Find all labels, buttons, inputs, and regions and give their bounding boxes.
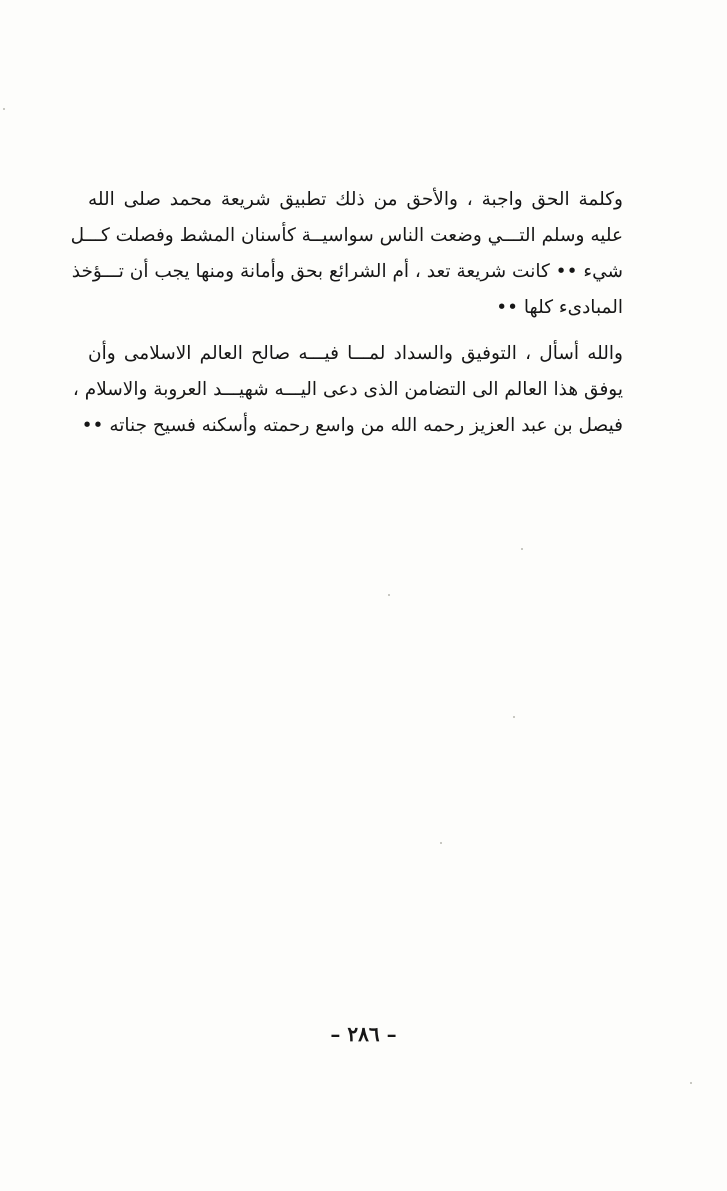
text-line: والله أسأل ، التوفيق والسداد لمـــا فيـــه صالح العالم الاسلامى وأن bbox=[88, 343, 623, 364]
paragraph bbox=[70, 182, 623, 326]
text-line: المبادىء كلها •• bbox=[496, 297, 623, 318]
scan-speck bbox=[513, 716, 515, 718]
scan-speck bbox=[388, 594, 390, 596]
scan-speck bbox=[521, 548, 523, 550]
text-line: شيء •• كانت شريعة تعد ، أم الشرائع بحق وأمانة ومنها يجب أن تـــؤخذ bbox=[71, 261, 623, 282]
paragraph bbox=[72, 336, 623, 444]
scan-speck bbox=[440, 842, 442, 844]
page-number: – ٢٨٦ – bbox=[330, 1022, 397, 1046]
scan-speck bbox=[690, 1082, 692, 1084]
scan-speck bbox=[3, 108, 5, 110]
text-line: وكلمة الحق واجبة ، والأحق من ذلك تطبيق شريعة محمد صلى الله bbox=[88, 189, 623, 210]
text-line: عليه وسلم التـــي وضعت الناس سواسيــة كأسنان المشط وفصلت كـــل bbox=[70, 225, 623, 246]
text-line: فيصل بن عبد العزيز رحمه الله من واسع رحمته وأسكنه فسيح جناته •• bbox=[81, 415, 623, 436]
text-line: يوفق هذا العالم الى التضامن الذى دعى اليـــه شهيـــد العروبة والاسلام ، bbox=[72, 379, 623, 400]
